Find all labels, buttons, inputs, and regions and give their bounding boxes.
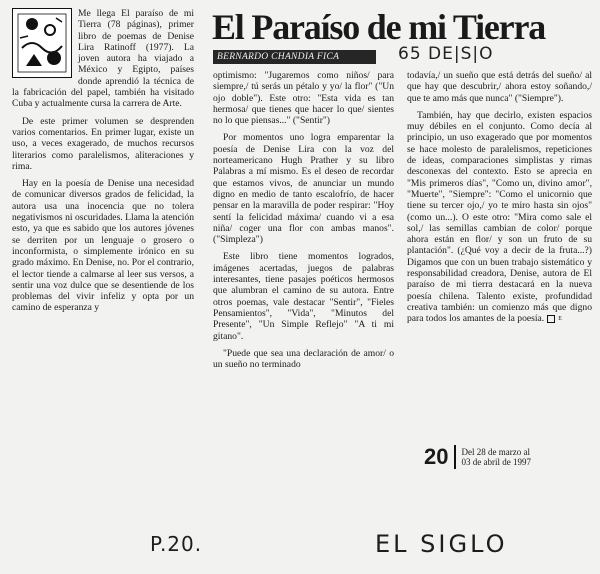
- article-column-3: [407, 70, 592, 325]
- paragraph: optimismo: "Jugaremos como niños/ para siempre,/ tú serás un pétalo y yo/ la flor" ("Un ojo doble"). Este otro: "Esta vida es tan hermosa/ que tienes que hacer lo que/ sientes no lo que piensas..." ("Sentir"): [213, 70, 394, 127]
- newspaper-clipping: [12, 8, 592, 470]
- paragraph: "Puede que sea una declaración de amor/ o un sueño no terminado: [213, 347, 394, 371]
- page-info: [418, 444, 531, 470]
- paragraph: Por momentos uno logra emparentar la poesía de Denise Lira con la voz del norteamericano Hugh Prather y su libro Palabras a mí mismo. Es el deseo de recordar que estamos vivos, de anunciar un mundo digno en medio de tanto escalofrío, de hacer pensar en la maravilla de poder respirar: "Hoy sentí la felicidad máxima/ cuando vi a esa niña/ coger una flor con ambas manos". ("Simpleza"): [213, 132, 394, 246]
- woodcut-illustration: [12, 8, 72, 78]
- issue-dates: [456, 447, 530, 467]
- paragraph: Este libro tiene momentos logrados, imágenes acertadas, juegos de palabras interesantes, tiene pasajes poéticos hermosos que alumbran el camino de su autora. Entre otros poemas, vale destacar "Sentir", "Fieles Pensamientos", "Vida", "Minutos del Presente", "Un Simple Reflejo" "A ti mi gitano".: [213, 251, 394, 342]
- article-column-1: [12, 8, 194, 314]
- handwritten-date: 65 DE|S|O: [398, 44, 494, 64]
- intro-paragraph: Me llega El paraíso de mi Tierra (78 páginas), primer libro de poemas de Denise Lira Ratinoff (1977). La joven autora ha viajado a México y Egipto, países donde aprendió la técnica de la fabricación del papel, también ha visitado Cuba y actualmente cursa la carrera de Arte.: [12, 8, 194, 110]
- paragraph: Hay en la poesía de Denise una necesidad de comunicar diversos grados de felicidad, la autora usa una inocencia que no tolera negativismos ni oscuridades. Llama la atención esto, ya que es sabido que los autores jóvenes se derriten por un lenguaje o grosero o inconformista, o simplemente irónico en su grado máximo. En Denise, no. Por el contrario, el lector tiende a calmarse al leer sus versos, a sentir una voz dulce que se desentiende de los problemas del vivir infeliz y opta por un camino de esperanza y: [12, 178, 194, 314]
- article-column-2: [213, 70, 394, 370]
- issue-date-line: 03 de abril de 1997: [461, 457, 531, 467]
- paragraph: De este primer volumen se desprenden varios comentarios. En primer lugar, existe un uso, a veces exagerado, de muchos recursos literarios como paralelismos, aliteraciones y rima.: [12, 115, 194, 172]
- author-byline: BERNARDO CHANDIA FICA: [213, 50, 376, 64]
- end-of-article-icon: E: [547, 315, 555, 323]
- paragraph: [407, 110, 592, 325]
- paragraph: todavía,/ un sueño que está detrás del sueño/ al que hay que descubrir,/ ahora estoy soñando,/ que te amo más que nunca" ("Siempre").: [407, 70, 592, 104]
- closing-paragraph-text: También, hay que decirlo, existen espacios muy débiles en el conjunto. Como decía al principio, un uso exagerado que por momentos se hace molesto de paralelismos, repeticiones de ideas, comparaciones simplistas y rimas desconexas del contexto. Esto se aprecia en "Mis primeros días", "Como un, divino amor", "Muerte", "Siempre": "Como el unicornio que tiene su tercer ojo,/ yo te miro hasta sin ojos" (como un...). O este otro: "Mira como sale el sol,/ las semillas cambian de color/ porque ahora están en flor/ y son un fruto de su plantación". (¿Qué voy a decir de la fruta...?) Digamos que con un buen trabajo sistemático y responsabilidad creadora, Denise, autora de El paraíso de mi tierra destacará en la nueva poesía chilena. Talento existe, profundidad creativa también: un comienzo más que digno para todos los amantes de la poesía.: [407, 109, 592, 325]
- article-title: El Paraíso de mi Tierra: [212, 7, 546, 47]
- handwritten-page-note: P.20.: [150, 532, 203, 556]
- page-number: 20: [418, 445, 456, 469]
- issue-date-line: Del 28 de marzo al: [461, 447, 530, 457]
- handwritten-source-note: EL SIGLO: [375, 530, 508, 558]
